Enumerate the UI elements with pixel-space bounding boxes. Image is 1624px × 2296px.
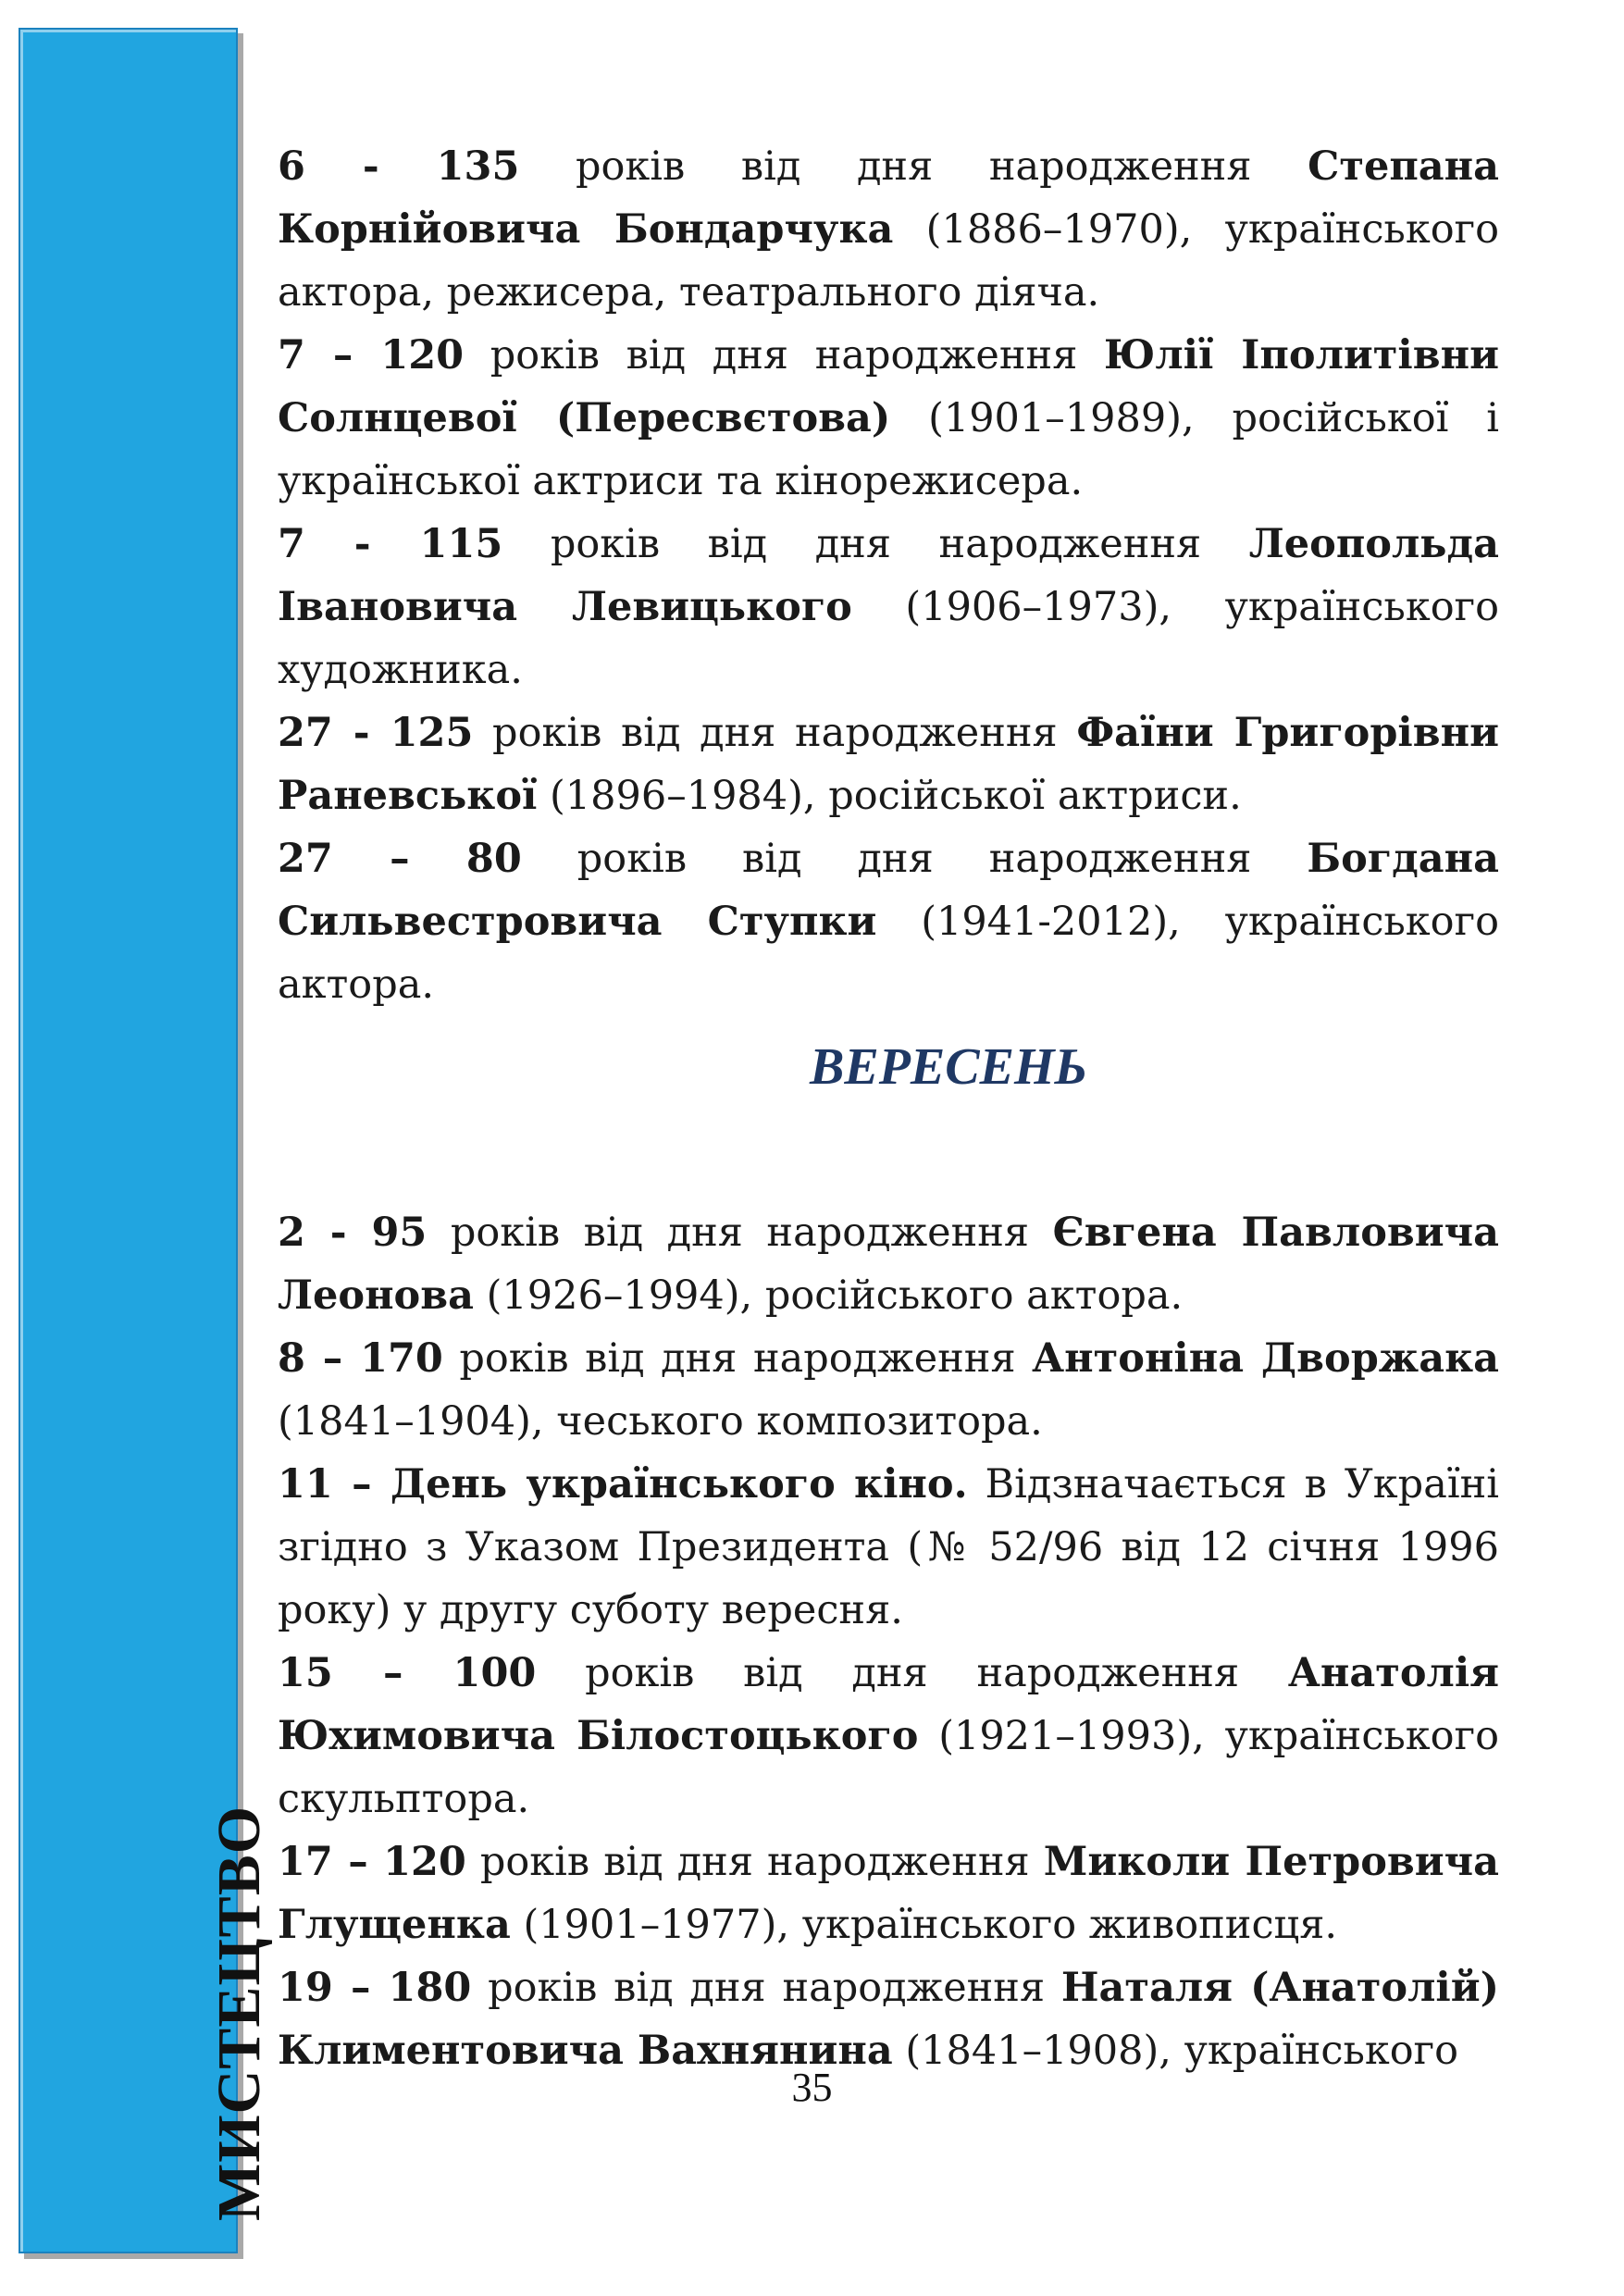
entry-name: Богдана Сильвестровича Ступки [278, 836, 1499, 945]
anniversary-entry [278, 827, 1499, 1016]
entry-details: (1901–1977), українського живописця. [510, 1902, 1337, 1948]
page-content [278, 135, 1499, 2082]
anniversary-entry [278, 1327, 1499, 1453]
entry-text: років від дня народження [502, 521, 1249, 567]
entry-date: 7 – 120 [278, 332, 465, 379]
anniversary-entry [278, 135, 1499, 324]
anniversary-entry [278, 1201, 1499, 1327]
entries-before [278, 135, 1499, 1016]
entry-date: 7 - 115 [278, 521, 503, 567]
entry-name: Наталя (Анатолій) Климентовича Вахнянина [278, 1965, 1500, 2074]
entry-details: (1886–1970), українського актора, режисера, театрального діяча. [278, 206, 1499, 316]
entry-name: Миколи Петровича Глущенка [278, 1839, 1499, 1948]
entry-text: років від дня народження [427, 1210, 1053, 1256]
entry-name: Леопольда Івановича Левицького [278, 521, 1499, 630]
section-label: МИСТЕЦТВО [205, 1805, 273, 2221]
entry-date: 6 - 135 [278, 143, 520, 190]
anniversary-entry [278, 701, 1499, 827]
entry-date: 8 – 170 [278, 1335, 443, 1382]
entry-text: років від дня народження [471, 1965, 1061, 2011]
anniversary-entry [278, 1642, 1499, 1831]
entry-date: 2 - 95 [278, 1210, 428, 1256]
entry-details: (1841–1908), українського [892, 2028, 1459, 2074]
entry-name: Юлії Іполитівни Солнцевої (Пересвєтова) [278, 332, 1499, 441]
entry-date: 15 – 100 [278, 1650, 537, 1696]
entry-details: (1941-2012), українського актора. [278, 899, 1499, 1008]
entry-details: (1896–1984), російської актриси. [537, 773, 1242, 819]
entry-text: років від дня народження [521, 836, 1308, 882]
entry-date: 19 – 180 [278, 1965, 472, 2011]
entry-details: (1926–1994), російського актора. [473, 1272, 1184, 1319]
entries-after [278, 1201, 1499, 2082]
entry-details: (1921–1993), українського скульптора. [278, 1713, 1499, 1822]
anniversary-entry [278, 513, 1499, 701]
entry-text: років від дня народження [465, 1839, 1044, 1885]
entry-date: 17 – 120 [278, 1839, 466, 1885]
entry-text: років від дня народження [536, 1650, 1288, 1696]
entry-text: років від дня народження [473, 710, 1077, 756]
entry-date: 27 - 125 [278, 710, 474, 756]
entry-text: років від дня народження [519, 143, 1308, 190]
anniversary-entry [278, 324, 1499, 513]
entry-date: 27 – 80 [278, 836, 522, 882]
entry-details: (1901–1989), російської і української актриси та кінорежисера. [278, 395, 1499, 504]
anniversary-entry [278, 1831, 1499, 1956]
entry-name: Євгена Павловича Леонова [278, 1210, 1500, 1319]
anniversary-entry [278, 1453, 1499, 1642]
entry-text: років від дня народження [442, 1335, 1033, 1382]
entry-name: Антоніна Дворжака [1032, 1335, 1499, 1382]
entry-name: Фаїни Григорівни Раневської [278, 710, 1499, 819]
page-number: 35 [791, 2065, 833, 2110]
entry-name: Степана Корнійовича Бондарчука [278, 143, 1500, 253]
entry-details: Відзначається в Україні згідно з Указом Президента (№ 52/96 від 12 січня 1996 року) у другу суботу вересня. [278, 1461, 1499, 1633]
entry-date: 11 – День українського кіно. [278, 1461, 968, 1508]
entry-name: Анатолія Юхимовича Білостоцького [278, 1650, 1499, 1759]
entry-details: (1906–1973), українського художника. [278, 584, 1500, 693]
month-heading: ВЕРЕСЕНЬ [809, 1038, 1087, 1096]
entry-details: (1841–1904), чеського композитора. [278, 1398, 1043, 1445]
entry-text: років від дня народження [464, 332, 1104, 379]
